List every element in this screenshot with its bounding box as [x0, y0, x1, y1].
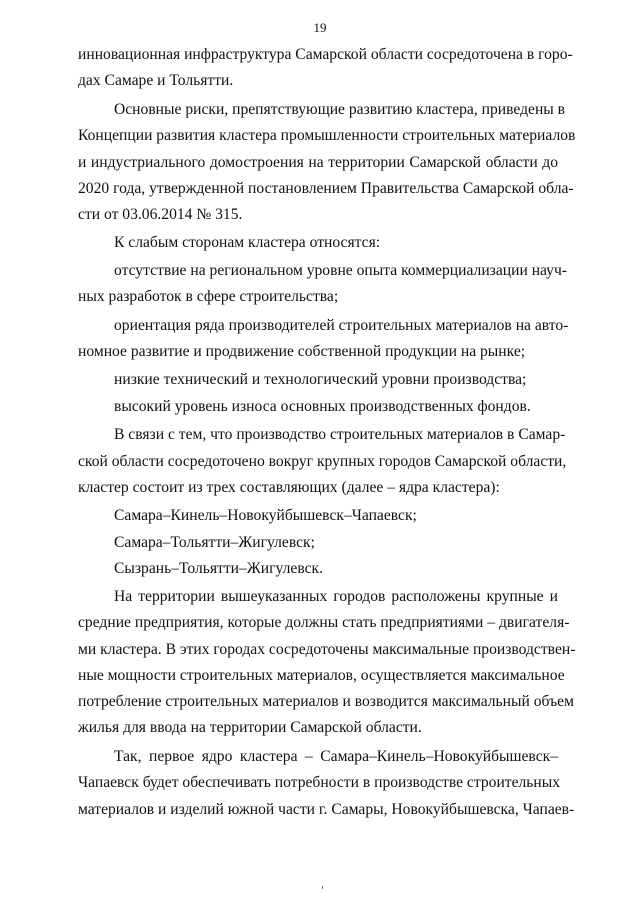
text-line: ми кластера. В этих городах сосредоточены максимальные производствен-: [78, 641, 576, 658]
text-line: Концепции развития кластера промышленности строительных материалов: [78, 127, 576, 144]
text-line: сти от 03.06.2014 № 315.: [78, 206, 243, 223]
cluster-core-item: Самара–Кинель–Новокуйбышевск–Чапаевск;: [114, 507, 417, 524]
text-line: Чапаевск будет обеспечивать потребности в производстве строительных: [78, 774, 561, 791]
text-line: материалов и изделий южной части г. Самары, Новокуйбышевска, Чапаев-: [78, 801, 575, 818]
text-line: ные мощности строительных материалов, осуществляется максимальное: [78, 667, 565, 684]
text-line: Так, первое ядро кластера – Самара–Кинель–Новокуйбышевск–: [114, 748, 558, 765]
text-line: К слабым сторонам кластера относятся:: [114, 234, 381, 251]
text-line: низкие технический и технологический уровни производства;: [114, 371, 527, 388]
text-line: ской области сосредоточено вокруг крупных городов Самарской области,: [78, 453, 567, 470]
text-line: ориентация ряда производителей строительных материалов на авто-: [114, 317, 569, 334]
text-line: инновационная инфраструктура Самарской области сосредоточена в горо-: [78, 46, 573, 63]
cluster-core-item: Самара–Тольятти–Жигулевск;: [114, 534, 315, 551]
text-line: средние предприятия, которые должны стать предприятиями – двигателя-: [78, 614, 570, 631]
text-line: потребление строительных материалов и возводится максимальный объем: [78, 693, 574, 710]
text-line: и индустриального домостроения на территории Самарской области до: [78, 154, 558, 171]
text-line: 2020 года, утвержденной постановлением Правительства Самарской обла-: [78, 180, 574, 197]
text-line: жилья для ввода на территории Самарской области.: [78, 719, 422, 736]
cluster-core-item: Сызрань–Тольятти–Жигулевск.: [114, 560, 323, 577]
page-number: 19: [313, 20, 327, 35]
text-line: кластер состоит из трех составляющих (далее – ядра кластера):: [78, 479, 500, 496]
text-line: номное развитие и продвижение собственной продукции на рынке;: [78, 343, 526, 360]
scan-speck: [322, 886, 323, 889]
text-line: высокий уровень износа основных производственных фондов.: [114, 398, 531, 415]
text-line: На территории вышеуказанных городов расположены крупные и: [114, 588, 558, 605]
text-line: Основные риски, препятствующие развитию кластера, приведены в: [114, 101, 566, 118]
text-line: В связи с тем, что производство строительных материалов в Самар-: [114, 426, 566, 443]
text-line: отсутствие на региональном уровне опыта коммерциализации науч-: [114, 262, 568, 279]
text-line: дах Самаре и Тольятти.: [78, 72, 234, 89]
text-line: ных разработок в сфере строительства;: [78, 288, 339, 305]
